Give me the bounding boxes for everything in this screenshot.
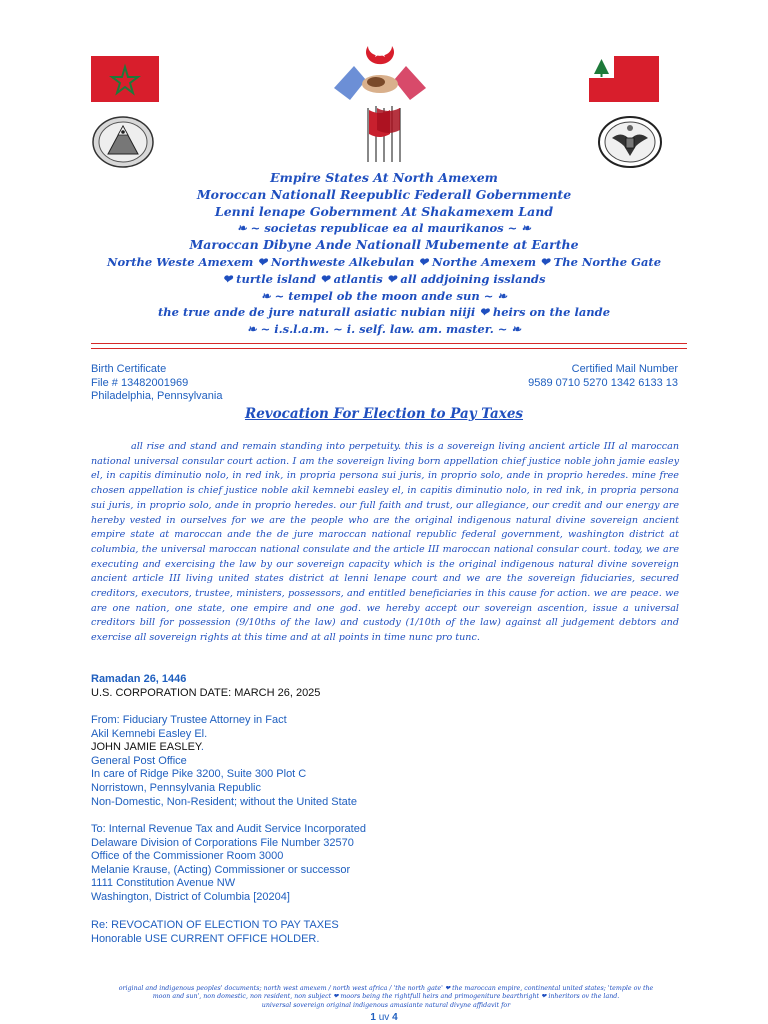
re-line: Honorable USE CURRENT OFFICE HOLDER. [91,932,320,945]
footer-line: universal sovereign original indigenous amasiante natural divyne affidavit for [261,1001,511,1009]
eagle-seal-icon [598,116,662,168]
to-line: Office of the Commissioner Room 3000 [91,850,284,863]
meta-line: Certified Mail Number [571,363,678,375]
flags-bundle-icon [360,102,410,164]
re-block [91,919,339,946]
page-number [0,1012,768,1023]
page-sep: uv [378,1012,390,1023]
to-line: To: Internal Revenue Tax and Audit Service Incorporated [91,823,366,835]
to-block [91,823,366,905]
footer-note [86,985,686,1010]
divider-rule [91,348,687,349]
date-block [91,673,320,700]
page-current: 1 [370,1012,376,1023]
document-title: Revocation For Election to Pay Taxes [244,406,524,422]
header-line: ❧ ~ i.s.l.a.m. ~ i. self. law. am. master. ~ ❧ [246,322,522,337]
from-line: Akil Kemnebi Easley El. [91,727,208,740]
header-line: Northe Weste Amexem ❤ Northweste Alkebulan ❤ Northe Amexem ❤ The Northe Gate [106,254,662,269]
corporation-date: U.S. CORPORATION DATE: MARCH 26, 2025 [91,686,321,699]
header-line: ❤ turtle island ❤ atlantis ❤ all addjoining isslands [222,271,546,286]
to-line: 1111 Constitution Avenue NW [91,877,236,890]
to-line: Melanie Krause, (Acting) Commissioner or successor [91,863,351,876]
page-total: 4 [392,1012,398,1023]
meta-line: 9589 0710 5270 1342 6133 13 [528,376,678,389]
to-line: Delaware Division of Corporations File Number 32570 [91,836,354,849]
from-block [91,714,357,809]
footer-line: moon and sun', non domestic, non resident, non subject ❤ moors being the rightfull heirs and primogeniture bearthright ❤ inheritors ov the land. [152,993,620,1001]
from-address-line: Norristown, Pennsylvania Republic [91,781,261,794]
body-paragraph: all rise and stand and remain standing into perpetuity. this is a sovereign living ancient article III al maroccan national universal consular court action. I am the sovereign living born appellation chief justice noble john jamie easley el, in capitis diminutio nolo, in red ink, in propria persona sui juris, in proprio solo, ande in proprio heredes. mine free chosen appellation is chief justice noble akil kemnebi easley el, in capitis diminutio nolo, in red ink, in propria persona sui juris, in proprio solo, ande in proprio heredes. our full faith and trust, our allegiance, our credit and our energy are hereby vested in ourselves for we are the people who are the original indigenous natural divine sovereign ancient empire state at maroccan ande the de jure maroccan national republic federal government, washington district at columbia, the universal maroccan national consulate and the article III maroccan national consular court. today, we are executing and exercising the law by our sovereign capacity which is the original indigenous natural divine sovereign ancient article III living united states district at lenni lenape court and we are the sovereign fiduciaries, secured creditors, executors, trustee, ministers, possessors, and entitled beneficiaries in this cause for action. we are peace. we are one nation, one state, one empire and one god. we hereby accept our sovereign ascention, issue a universal creditors bill for possession (9/10ths of the law) and custody (1/10th of the law) against all judgement debtors and exercise all sovereign rights at this time and at all points in time nunc pro tunc. [91,441,679,644]
from-address-line: In care of Ridge Pike 3200, Suite 300 Plot C [91,768,307,781]
hijri-date: Ramadan 26, 1446 [91,673,187,685]
header-block [40,170,728,338]
from-name-period: . [200,741,204,754]
footer-line: original and indigenous peoples' documents; north west amexem / north west africa / 'the north gate' ❤ the maroccan empire, continental united states; 'temple ov the [118,985,654,992]
re-line: Re: REVOCATION OF ELECTION TO PAY TAXES [91,919,339,931]
meta-line: Philadelphia, Pennsylvania [91,390,223,402]
morocco-flag-icon [91,56,159,102]
header-line: Maroccan Dibyne Ande Nationall Mubemente at Earthe [189,237,579,253]
pyramid-seal-icon [92,116,154,168]
moorish-flag-icon [589,56,659,102]
from-address-line: Non-Domestic, Non-Resident; without the United State [91,795,357,808]
header-line: Lenni lenape Gobernment At Shakamexem Land [214,203,554,219]
header-line: Empire States At North Amexem [270,170,498,185]
divider-rule [91,343,687,344]
birth-certificate-info [91,363,222,404]
header-line: ❧ ~ tempel ob the moon ande sun ~ ❧ [260,288,508,303]
header-line: the true ande de jure naturall asiatic nubian niiji ❤ heirs on the lande [157,305,611,320]
meta-line: File # 13482001969 [91,376,189,389]
certified-mail-info [528,363,678,390]
header-line: ❧ ~ societas republicae ea al maurikanos ~ ❧ [237,221,531,236]
header-line: Moroccan Nationall Reepublic Federall Gobernmente [196,186,572,202]
to-line: Washington, District of Columbia [20204] [91,890,290,903]
from-name: JOHN JAMIE EASLEY [91,741,201,754]
from-line: From: Fiduciary Trustee Attorney in Fact [91,714,287,726]
crescent-handshake-emblem-icon [330,40,430,102]
from-address-line: General Post Office [91,754,187,767]
meta-line: Birth Certificate [91,363,167,375]
